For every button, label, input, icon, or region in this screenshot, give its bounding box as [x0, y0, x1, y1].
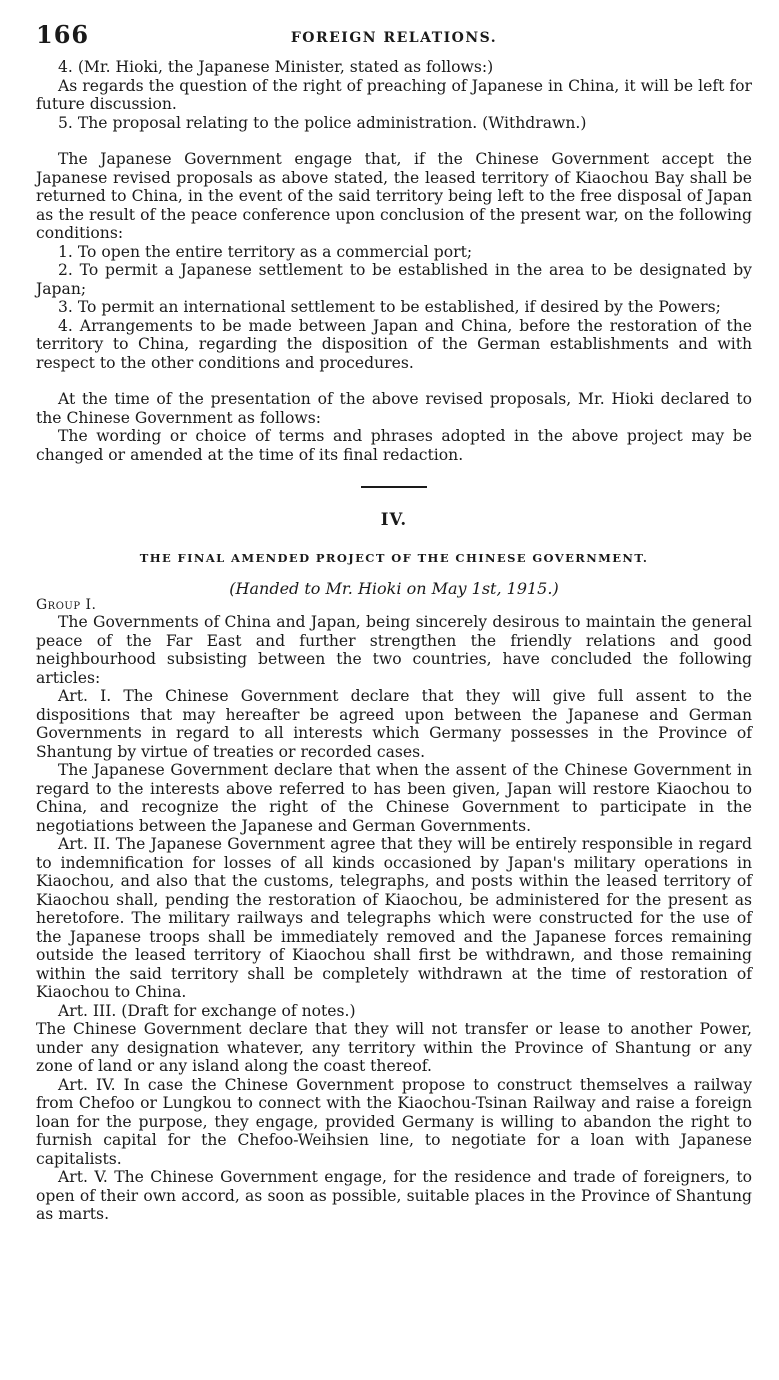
condition-1: 1. To open the entire territory as a commercial port;: [58, 242, 473, 261]
engagement-block: [36, 150, 752, 372]
handed-note: (Handed to Mr. Hioki on May 1st, 1915.): [229, 579, 559, 598]
presentation-paragraph: At the time of the presentation of the above revised proposals, Mr. Hioki declared to the Chinese Government as follows:: [36, 390, 752, 427]
section-title: THE FINAL AMENDED PROJECT OF THE CHINESE GOVERNMENT.: [139, 551, 649, 565]
section-number: IV.: [380, 510, 408, 529]
condition-4: 4. Arrangements to be made between Japan and China, before the restoration of the territory to China, regarding the disposition of the German establishments and with respect to the other conditions and procedures.: [36, 316, 752, 372]
group-heading: Group I.: [36, 597, 97, 613]
article-5: Art. V. The Chinese Government engage, for the residence and trade of foreigners, to open of their own accord, as soon as possible, suitable places in the Province of Shantung as marts.: [36, 1168, 752, 1223]
article-1: Art. I. The Chinese Government declare that they will give full assent to the dispositions that may hereafter be agreed upon between the Japanese and German Governments in regard to all interests which Germany possesses in the Province of Shantung by virtue of treaties or recorded cases.: [36, 687, 752, 761]
page-header: [36, 20, 752, 56]
item-4-line: 4. (Mr. Hioki, the Japanese Minister, stated as follows:): [58, 58, 494, 76]
articles-block: [36, 613, 752, 1224]
preamble-paragraph: The Governments of China and Japan, being sincerely desirous to maintain the general peace of the Far East and further strengthen the friendly relations and good neighbourhood subsisting between the two countries, have concluded the following articles:: [36, 613, 752, 687]
condition-3: 3. To permit an international settlement to be established, if desired by the Powers;: [58, 298, 721, 316]
condition-2: 2. To permit a Japanese settlement to be established in the area to be designated by Japan;: [36, 261, 752, 298]
presentation-block: [36, 390, 752, 464]
article-3-text: The Chinese Government declare that they will not transfer or lease to another Power, under any designation whatever, any territory within the Province of Shantung or any zone of land or any island along the coast thereof.: [36, 1020, 752, 1075]
item-5-line: 5. The proposal relating to the police administration. (Withdrawn.): [58, 113, 587, 132]
section-divider: [361, 486, 427, 488]
article-3: Art. III. (Draft for exchange of notes.): [58, 1001, 356, 1020]
article-2: Art. II. The Japanese Government agree that they will be entirely responsible in regard to indemnification for losses of all kinds occasioned by Japan's military operations in Kiaochou, and also that the customs, telegraphs, and posts within the leased territory of Kiaochou shall, pending the restoration of Kiaochou, be administered for the present as heretofore. The military railways and telegraphs which were constructed for the use of the Japanese troops shall be immediately removed and the Japanese forces remaining outside the leased territory of Kiaochou shall first be withdrawn, and those remaining within the said territory shall be completely withdrawn at the time of restoration of Kiaochou to China.: [36, 835, 752, 1001]
item-4-5-block: [36, 58, 752, 132]
item-4-text: As regards the question of the right of preaching of Japanese in China, it will be left for future discussion.: [36, 76, 752, 113]
engagement-paragraph: The Japanese Government engage that, if the Chinese Government accept the Japanese revised proposals as above stated, the leased territory of Kiaochou Bay shall be returned to China, in the event of the said territory being left to the free disposal of Japan as the result of the peace conference upon conclusion of the present war, on the following conditions:: [36, 150, 752, 242]
page-number: 166: [36, 20, 90, 49]
article-4: Art. IV. In case the Chinese Government propose to construct themselves a railway from Chefoo or Lungkou to connect with the Kiaochou-Tsinan Railway and raise a foreign loan for the purpose, they engage, provided Germany is willing to abandon the right to furnish capital for the Chefoo-Weihsien line, to negotiate for a loan with Japanese capitalists.: [36, 1075, 752, 1168]
document-page: [36, 20, 752, 1224]
running-title: FOREIGN RELATIONS.: [290, 30, 498, 46]
declaration-text: The wording or choice of terms and phrases adopted in the above project may be changed or amended at the time of its final redaction.: [36, 427, 752, 464]
article-1-japan-declaration: The Japanese Government declare that when the assent of the Chinese Government in regard to the interests above referred to has been given, Japan will restore Kiaochou to China, and recognize the right of the Chinese Government to participate in the negotiations between the Japanese and German Governments.: [36, 761, 752, 835]
